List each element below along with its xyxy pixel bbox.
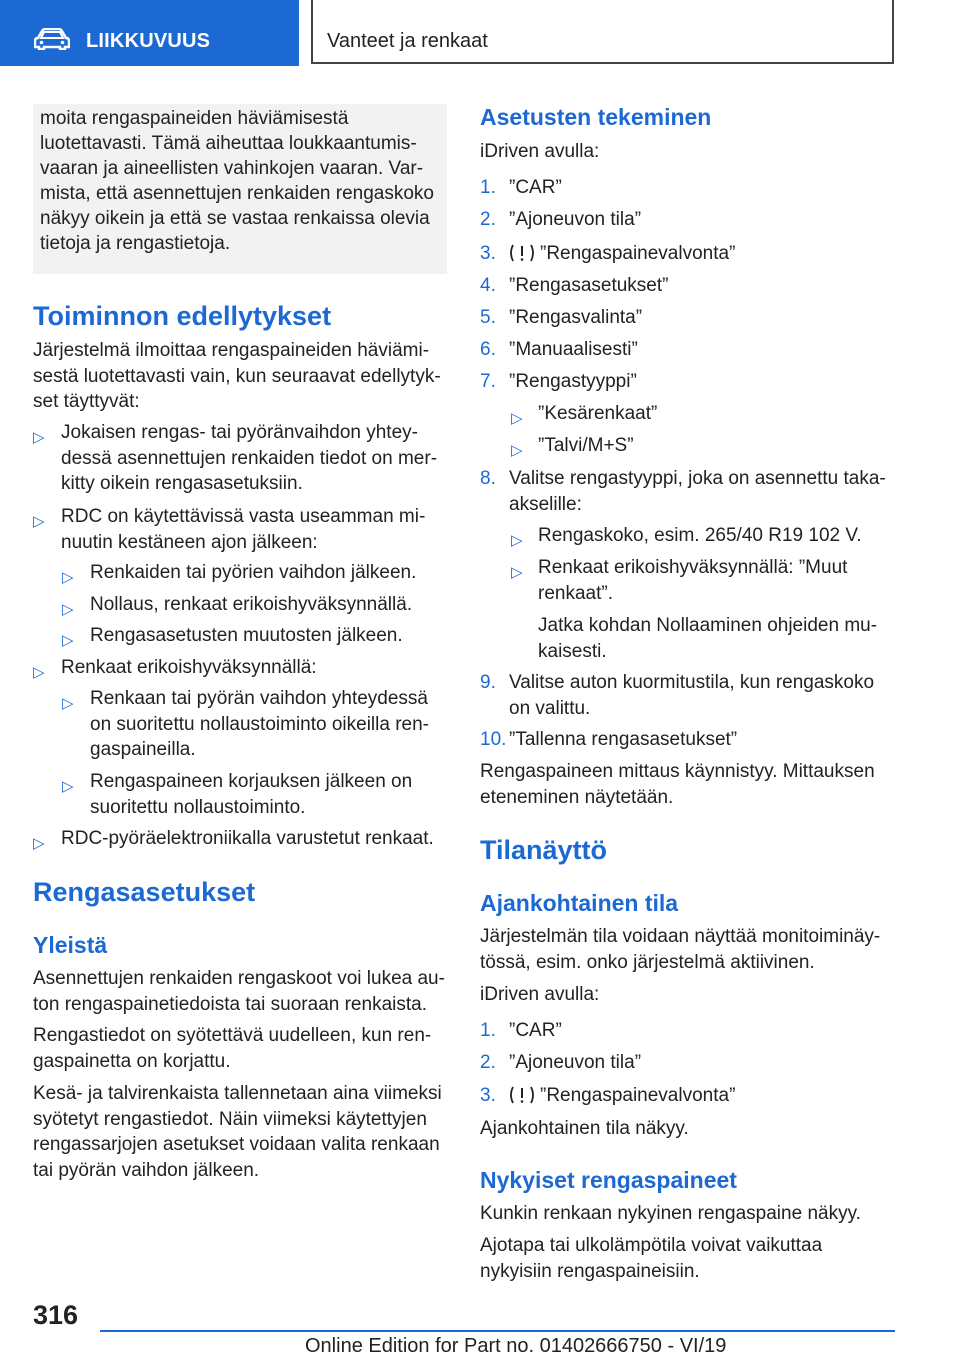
- section-tab: [0, 0, 299, 66]
- tyre-warning-icon: [509, 1084, 535, 1106]
- step-subitem: Rengaskoko, esim. 265/40 R19 102 V.: [538, 525, 862, 546]
- step-subitem: ”Kesärenkaat”: [538, 403, 658, 424]
- paragraph: Rengastiedot on syötettävä uudelleen, kun ren-gaspainetta on korjattu.: [33, 1025, 432, 1072]
- bullet-triangle-icon: ▷: [62, 695, 74, 712]
- step-text: ”Rengaspainevalvonta”: [540, 1085, 736, 1106]
- step-text: ”Rengasvalinta”: [509, 307, 643, 328]
- bullet-triangle-icon: ▷: [62, 569, 74, 586]
- bullet-triangle-icon: ▷: [511, 410, 523, 427]
- bullet-subitem: Renkaiden tai pyörien vaihdon jälkeen.: [90, 562, 417, 583]
- bullet-subitem: Renkaan tai pyörän vaihdon yhteydessä on suoritettu nollaustoiminto oikeilla ren-gaspaineilla.: [90, 688, 430, 760]
- step-number: 8.: [480, 468, 496, 489]
- paragraph: Ajotapa tai ulkolämpötila voivat vaikuttaa nykyisiin rengaspaineisiin.: [480, 1235, 823, 1282]
- chapter-title-box: [311, 0, 894, 64]
- paragraph: Rengaspaineen mittaus käynnistyy. Mittauksen eteneminen näytetään.: [480, 761, 875, 808]
- step-number: 7.: [480, 371, 496, 392]
- step-text: ”Manuaalisesti”: [509, 339, 638, 360]
- idrive-intro: iDriven avulla:: [480, 984, 600, 1005]
- bullet-triangle-icon: ▷: [511, 442, 523, 459]
- step-number: 3.: [480, 243, 496, 264]
- car-icon: [34, 28, 70, 50]
- heading-general: Yleistä: [33, 932, 108, 958]
- warning-text: moita rengaspaineiden häviämisestä luotettavasti. Tämä aiheuttaa loukkaantumis-vaaran ja aineellisten vahinkojen vaaran. Var-mista, että asennettujen renkaiden rengaskoko näkyy oikein ja että se vastaa renkaissa olevia tietoja ja rengastietoja.: [40, 108, 434, 254]
- step-text: ”Tallenna rengasasetukset”: [509, 729, 738, 750]
- step-number: 9.: [480, 672, 496, 693]
- bullet-item: Renkaat erikoishyväksynnällä:: [61, 657, 317, 678]
- step-text: ”Ajoneuvon tila”: [509, 209, 642, 230]
- paragraph: Ajankohtainen tila näkyy.: [480, 1118, 689, 1139]
- step-number: 10.: [480, 729, 507, 750]
- bullet-item: RDC on käytettävissä vasta useamman mi-nuutin kestäneen ajon jälkeen:: [61, 506, 426, 553]
- bullet-triangle-icon: ▷: [33, 429, 45, 446]
- bullet-triangle-icon: ▷: [33, 513, 45, 530]
- section-label: LIIKKUVUUS: [86, 30, 211, 52]
- step-text: ”Rengasasetukset”: [509, 275, 669, 296]
- heading-prerequisites: Toiminnon edellytykset: [33, 301, 332, 331]
- paragraph: Asennettujen renkaiden rengaskoot voi lukea au-ton rengaspainetiedoista tai suoraan renkaista.: [33, 968, 445, 1015]
- bullet-triangle-icon: ▷: [62, 601, 74, 618]
- step-subitem: ”Talvi/M+S”: [538, 435, 634, 456]
- step-text: ”Ajoneuvon tila”: [509, 1052, 642, 1073]
- tyre-warning-icon: [509, 242, 535, 264]
- page-number: 316: [33, 1300, 79, 1330]
- warning-box: [33, 104, 447, 274]
- footer-rule: [100, 1330, 895, 1332]
- step-subitem: Renkaat erikoishyväksynnällä: ”Muut renkaat”.: [538, 557, 848, 604]
- step-note: Jatka kohdan Nollaaminen ohjeiden mu-kaisesti.: [538, 615, 878, 662]
- paragraph: Kesä- ja talvirenkaista tallennetaan aina viimeksi syötetyt rengastiedot. Näin viimeksi käytettyjen rengassarjojen asetukset voidaan valita renkaan tai pyörän vaihdon jälkeen.: [33, 1083, 442, 1181]
- step-number: 5.: [480, 307, 496, 328]
- bullet-subitem: Rengasasetusten muutosten jälkeen.: [90, 625, 403, 646]
- heading-current-pressures: Nykyiset rengaspaineet: [480, 1167, 737, 1193]
- paragraph: Kunkin renkaan nykyinen rengaspaine näkyy.: [480, 1203, 861, 1224]
- step-number: 1.: [480, 1020, 496, 1041]
- step-text: ”Rengastyyppi”: [509, 371, 637, 392]
- chapter-title: Vanteet ja renkaat: [327, 30, 488, 52]
- bullet-item: RDC-pyöräelektroniikalla varustetut renkaat.: [61, 828, 434, 849]
- step-text: ”CAR”: [509, 177, 562, 198]
- bullet-triangle-icon: ▷: [62, 632, 74, 649]
- heading-making-settings: Asetusten tekeminen: [480, 104, 712, 130]
- step-number: 6.: [480, 339, 496, 360]
- bullet-subitem: Nollaus, renkaat erikoishyväksynnällä.: [90, 594, 413, 615]
- bullet-subitem: Rengaspaineen korjauksen jälkeen on suoritettu nollaustoiminto.: [90, 771, 413, 818]
- paragraph: Järjestelmän tila voidaan näyttää monitoiminäy-tössä, esim. onko järjestelmä aktiivinen.: [480, 926, 881, 973]
- step-text: Valitse auton kuormitustila, kun rengaskoko on valittu.: [509, 672, 875, 719]
- bullet-triangle-icon: ▷: [511, 564, 523, 581]
- bullet-triangle-icon: ▷: [33, 835, 45, 852]
- step-number: 4.: [480, 275, 496, 296]
- footer-edition: Online Edition for Part no. 01402666750 - VI/19: [305, 1335, 727, 1357]
- prerequisites-intro: Järjestelmä ilmoittaa rengaspaineiden häviämi-sestä luotettavasti vain, kun seuraavat edellytyk-set täyttyvät:: [33, 340, 441, 412]
- bullet-triangle-icon: ▷: [62, 778, 74, 795]
- step-text: ”Rengaspainevalvonta”: [540, 243, 736, 264]
- step-number: 2.: [480, 209, 496, 230]
- step-number: 2.: [480, 1052, 496, 1073]
- heading-current-status: Ajankohtainen tila: [480, 890, 679, 916]
- step-text: Valitse rengastyyppi, joka on asennettu taka-akselille:: [509, 468, 886, 515]
- step-text: ”CAR”: [509, 1020, 562, 1041]
- heading-status-display: Tilanäyttö: [480, 835, 608, 865]
- bullet-item: Jokaisen rengas- tai pyöränvaihdon yhtey-dessä asennettujen renkaiden tiedot on mer-kitty oikein rengasasetuksiin.: [61, 422, 438, 494]
- step-number: 1.: [480, 177, 496, 198]
- idrive-intro: iDriven avulla:: [480, 141, 600, 162]
- heading-tyre-settings: Rengasasetukset: [33, 877, 256, 907]
- step-number: 3.: [480, 1085, 496, 1106]
- bullet-triangle-icon: ▷: [511, 532, 523, 549]
- bullet-triangle-icon: ▷: [33, 664, 45, 681]
